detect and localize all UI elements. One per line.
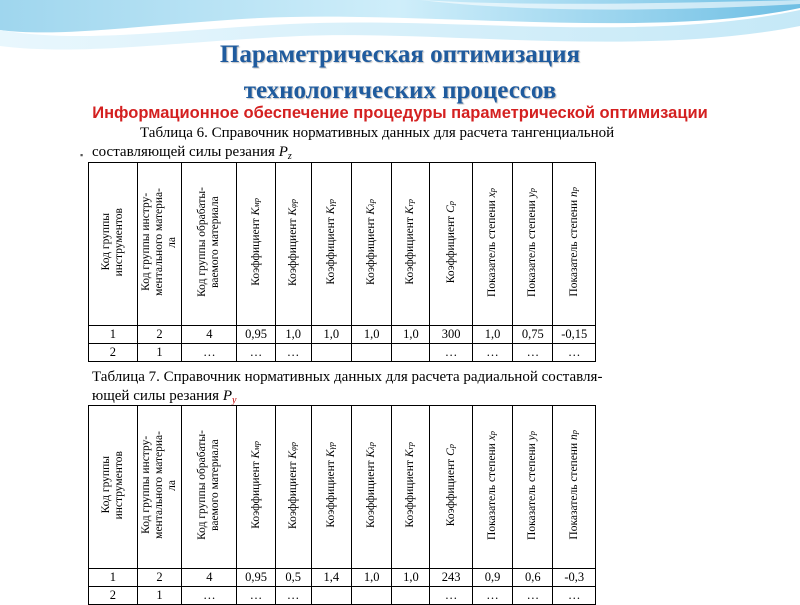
table7-header-label: Коэффициент Kφр — [286, 441, 299, 529]
table7-header-cell — [237, 406, 275, 569]
table7-header-label: Показатель степени yр — [526, 430, 539, 540]
table7-cell: 4 — [182, 569, 237, 587]
table7-cell: 1,0 — [352, 569, 392, 587]
table6-header-label: Показатель степени yр — [526, 187, 539, 297]
table7-cell: … — [472, 587, 512, 605]
table7-cell: 1 — [137, 587, 182, 605]
table7-cell: … — [553, 587, 596, 605]
table7-header-label: Коэффициент Cр — [444, 443, 457, 527]
table7-cell: 1,4 — [311, 569, 351, 587]
table6-cell — [392, 344, 430, 362]
table7-cell: -0,3 — [553, 569, 596, 587]
table7-header-label: Код группы инстру- ментального материа- ла — [140, 431, 179, 539]
table7-header-cell — [553, 406, 596, 569]
table7-cell: 0,95 — [237, 569, 275, 587]
table7-cell: 0,5 — [275, 569, 311, 587]
table6-cell: 0,75 — [513, 326, 553, 344]
table6-header-cell — [182, 163, 237, 326]
table7-header-cell — [89, 406, 138, 569]
table7-header-row — [89, 406, 596, 569]
table6-cell: … — [237, 344, 275, 362]
table7-header-label: Коэффициент Kмр — [249, 441, 262, 529]
table6-header-label: Коэффициент Kφр — [286, 198, 299, 286]
table6-header-cell — [237, 163, 275, 326]
slide-title-line1: Параметрическая оптимизация — [219, 41, 581, 68]
table6-cell: 1,0 — [275, 326, 311, 344]
table6-cell: 2 — [137, 326, 182, 344]
table7-caption-line2: ющей силы резания $P_у$ — [92, 388, 237, 406]
table6-cell: 1,0 — [311, 326, 351, 344]
table6-cell: 1,0 — [352, 326, 392, 344]
table7-row — [89, 587, 596, 605]
table6-header-cell — [311, 163, 351, 326]
table6-header-cell — [352, 163, 392, 326]
table7-caption-line1: Таблица 7. Справочник нормативных данных для расчета радиальной составля- — [92, 369, 603, 385]
table7-header-label: Коэффициент Kγр — [324, 442, 337, 528]
table6-cell: 1 — [89, 326, 138, 344]
table6-header-row — [89, 163, 596, 326]
table7-row — [89, 569, 596, 587]
table6-header-label: Коэффициент Kγр — [324, 199, 337, 285]
table6-header-cell — [137, 163, 182, 326]
table6-cell: 1 — [137, 344, 182, 362]
table7-cell: 0,6 — [513, 569, 553, 587]
table7-cell: … — [275, 587, 311, 605]
table6-cell — [311, 344, 351, 362]
table7-cell — [352, 587, 392, 605]
table6-row — [89, 344, 596, 362]
table6-row — [89, 326, 596, 344]
table6-header-label: Код группы инстру- ментального материа- ла — [140, 188, 179, 296]
table6-header-cell — [430, 163, 472, 326]
table7-header-cell — [137, 406, 182, 569]
table6-cell: -0,15 — [553, 326, 596, 344]
table6-header-label: Коэффициент Kλр — [365, 199, 378, 285]
table6-cell: 300 — [430, 326, 472, 344]
table7-header-cell — [472, 406, 512, 569]
table6-cell: 2 — [89, 344, 138, 362]
table6-header-label: Коэффициент Kмр — [249, 198, 262, 286]
table6-header-label: Код группы обрабаты- ваемого материала — [196, 187, 222, 297]
table6-body — [89, 326, 596, 362]
table7-header-cell — [513, 406, 553, 569]
table7-cell — [392, 587, 430, 605]
table6-cell: … — [275, 344, 311, 362]
table6-cell: 0,95 — [237, 326, 275, 344]
table7-cell: … — [430, 587, 472, 605]
table6-header-cell — [89, 163, 138, 326]
table6-header-cell — [275, 163, 311, 326]
table7-header-cell — [352, 406, 392, 569]
table7-header-label: Код группы обрабаты- ваемого материала — [196, 430, 222, 540]
table6-cell: … — [553, 344, 596, 362]
table6-cell: … — [182, 344, 237, 362]
table6-cell: 1,0 — [472, 326, 512, 344]
table6-cell: … — [513, 344, 553, 362]
table6 — [88, 162, 596, 362]
table6-header-label: Код группы инструментов — [99, 207, 125, 277]
table7-cell: 2 — [89, 587, 138, 605]
table7-cell: … — [513, 587, 553, 605]
bullet-mark: ▪ — [80, 150, 84, 160]
table7-cell — [311, 587, 351, 605]
slide-title-line2: технологических процессов — [243, 77, 557, 104]
table7-cell: 0,9 — [472, 569, 512, 587]
table6-cell — [352, 344, 392, 362]
table7 — [88, 405, 596, 605]
table6-cell: 1,0 — [392, 326, 430, 344]
table6-header-cell — [472, 163, 512, 326]
table7-header-cell — [311, 406, 351, 569]
table6-cell: … — [472, 344, 512, 362]
table7-cell: 1 — [89, 569, 138, 587]
table6-header-cell — [553, 163, 596, 326]
table6-header-cell — [513, 163, 553, 326]
table6-caption-line2: составляющей силы резания $P_z$ — [92, 144, 292, 162]
table7-header-label: Показатель степени xр — [486, 430, 499, 540]
table7-body — [89, 569, 596, 605]
table7-cell: 2 — [137, 569, 182, 587]
table7-header-label: Коэффициент Krр — [404, 442, 417, 528]
table6-caption-line1: Таблица 6. Справочник нормативных данных для расчета тангенциальной — [140, 125, 615, 141]
table6-header-label: Коэффициент Cр — [444, 200, 457, 284]
table7-header-cell — [430, 406, 472, 569]
table6-cell: … — [430, 344, 472, 362]
table7-header-cell — [182, 406, 237, 569]
table7-header-label: Код группы инструментов — [99, 450, 125, 520]
table6-cell: 4 — [182, 326, 237, 344]
table7-header-label: Показатель степени nр — [567, 430, 580, 540]
table6-header-label: Показатель степени nр — [567, 187, 580, 297]
table7-cell: … — [182, 587, 237, 605]
table6-header-label: Коэффициент Krр — [404, 199, 417, 285]
table7-header-cell — [275, 406, 311, 569]
table6-header-cell — [392, 163, 430, 326]
slide-subtitle: Информационное обеспечение процедуры параметрической оптимизации — [92, 104, 708, 122]
table7-cell: 243 — [430, 569, 472, 587]
table7-header-label: Коэффициент Kλр — [365, 442, 378, 528]
table7-cell: 1,0 — [392, 569, 430, 587]
table6-header-label: Показатель степени xр — [486, 187, 499, 297]
table7-cell: … — [237, 587, 275, 605]
table7-header-cell — [392, 406, 430, 569]
